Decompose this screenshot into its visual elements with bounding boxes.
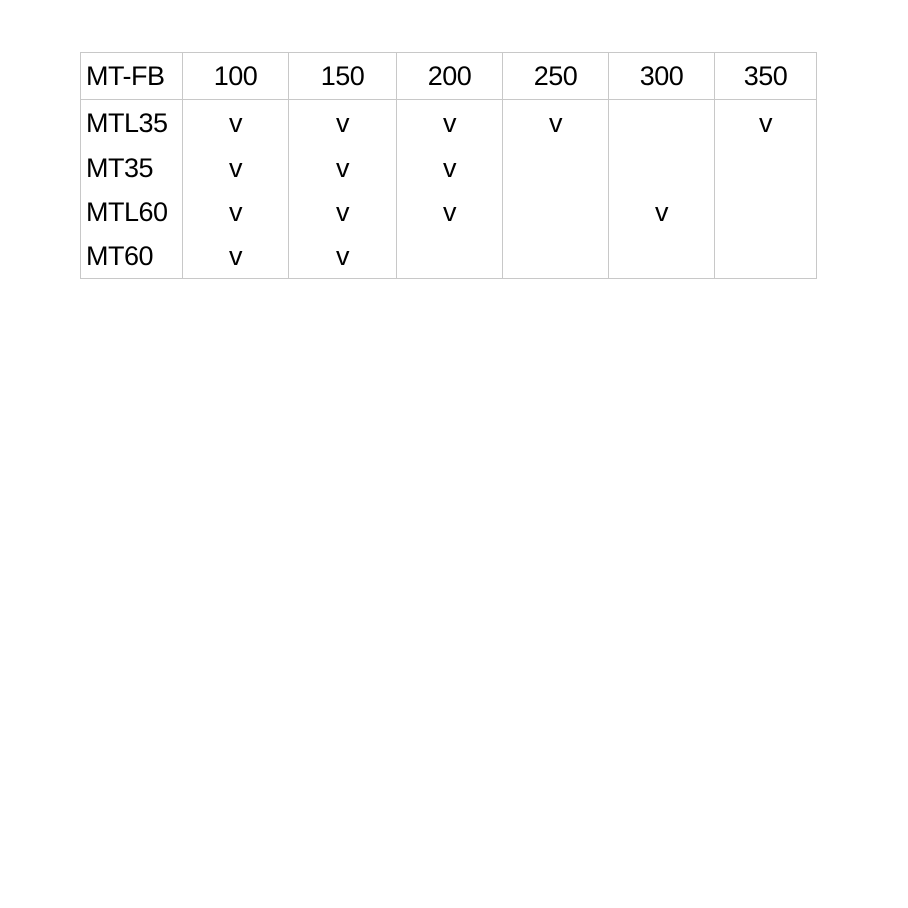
- table-cell: v: [289, 234, 397, 279]
- table-cell: [503, 234, 609, 279]
- row-label: MT60: [81, 234, 183, 279]
- column-header: 100: [183, 53, 289, 100]
- table-cell: v: [397, 100, 503, 147]
- corner-label: MT-FB: [81, 53, 183, 100]
- table-cell: [397, 234, 503, 279]
- table-cell: [503, 146, 609, 190]
- column-header: 350: [715, 53, 817, 100]
- row-label: MTL60: [81, 190, 183, 234]
- column-header: 150: [289, 53, 397, 100]
- table-row: [81, 146, 817, 190]
- table-cell: v: [183, 146, 289, 190]
- table-cell: v: [715, 100, 817, 147]
- table-cell: [715, 190, 817, 234]
- table-cell: v: [183, 100, 289, 147]
- table-cell: v: [609, 190, 715, 234]
- column-header: 250: [503, 53, 609, 100]
- table-row: [81, 100, 817, 147]
- column-header: 300: [609, 53, 715, 100]
- table-cell: v: [397, 190, 503, 234]
- table-row: [81, 190, 817, 234]
- table-cell: [715, 234, 817, 279]
- table-cell: [503, 190, 609, 234]
- compatibility-table: [80, 52, 817, 279]
- header-row: [81, 53, 817, 100]
- row-label: MT35: [81, 146, 183, 190]
- table-cell: [609, 234, 715, 279]
- table-cell: v: [183, 234, 289, 279]
- table-cell: [609, 146, 715, 190]
- table-cell: [715, 146, 817, 190]
- column-header: 200: [397, 53, 503, 100]
- table-cell: v: [289, 100, 397, 147]
- table-cell: v: [289, 190, 397, 234]
- table-row: [81, 234, 817, 279]
- row-label: MTL35: [81, 100, 183, 147]
- table-cell: [609, 100, 715, 147]
- table-cell: v: [289, 146, 397, 190]
- table-cell: v: [397, 146, 503, 190]
- table-cell: v: [183, 190, 289, 234]
- table-cell: v: [503, 100, 609, 147]
